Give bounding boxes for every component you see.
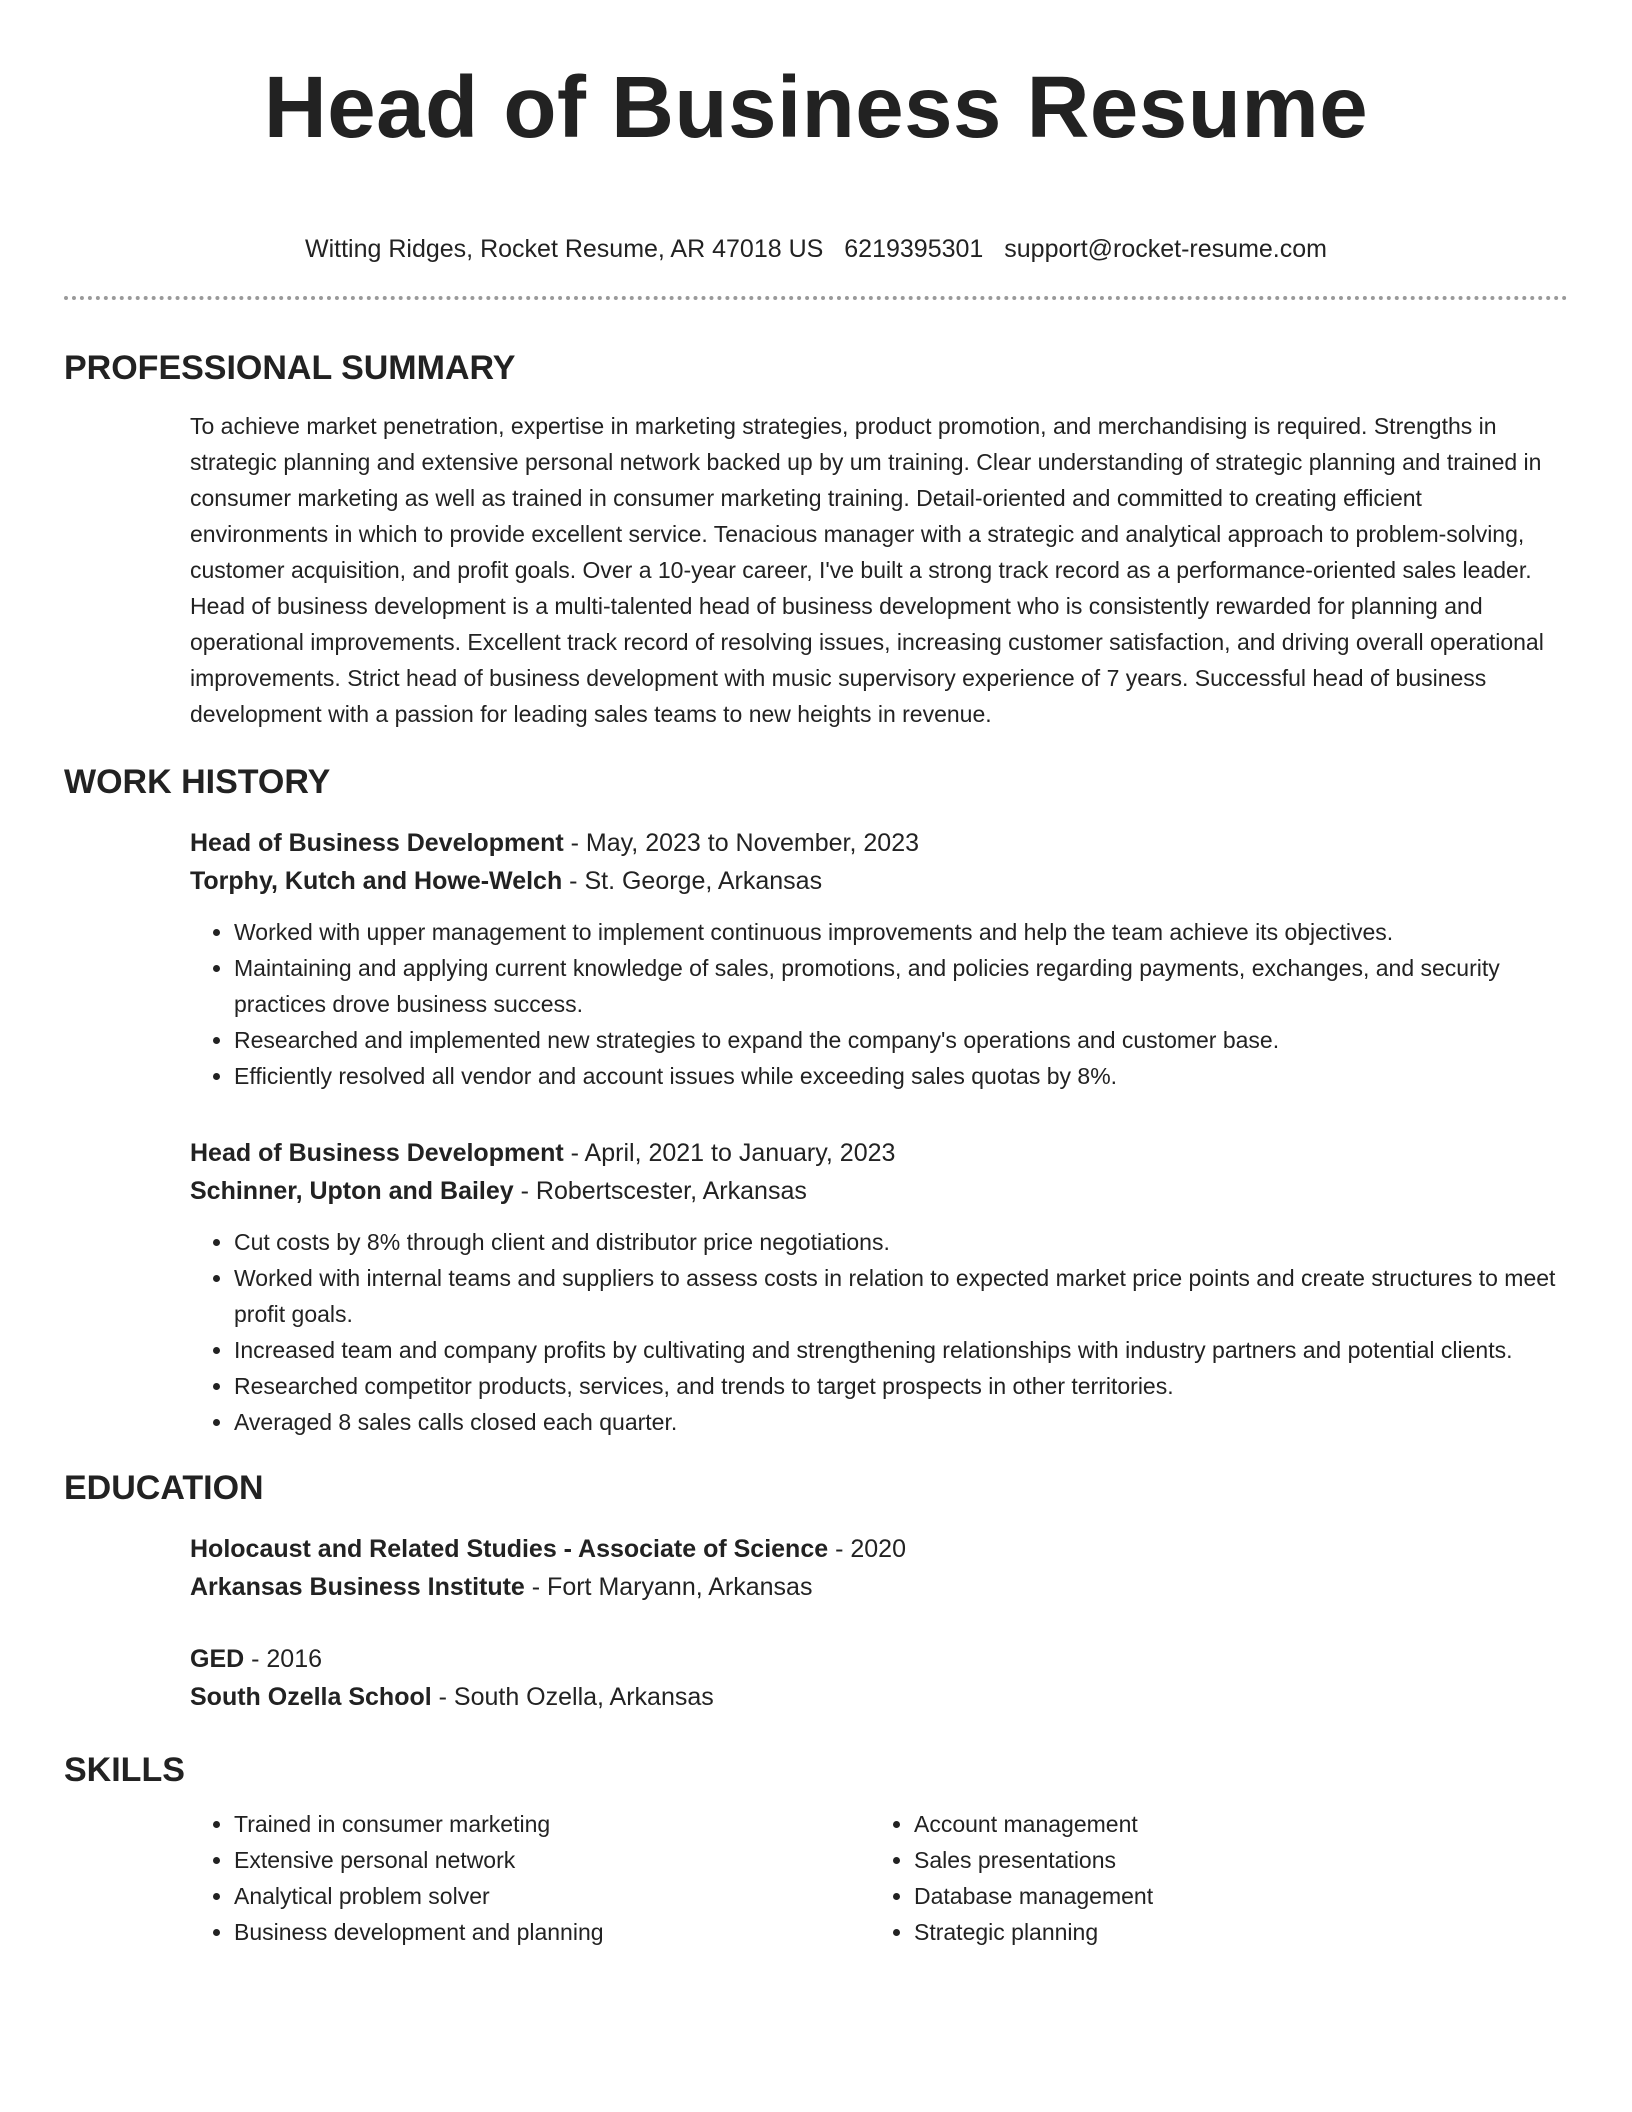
education-entry xyxy=(190,1530,1560,1606)
contact-email: support@rocket-resume.com xyxy=(1004,235,1327,263)
skills-columns xyxy=(190,1806,1560,1950)
education-entry xyxy=(190,1640,1560,1716)
job-bullets xyxy=(190,1224,1560,1440)
job-location: - Robertscester, Arkansas xyxy=(513,1177,807,1205)
skill-item: • Account management xyxy=(914,1806,1550,1842)
contact-line xyxy=(64,234,1568,264)
education-location: - Fort Maryann, Arkansas xyxy=(524,1573,813,1601)
list-item: • Maintaining and applying current knowledge of sales, promotions, and policies regarding payments, exchanges, and security practices drove business success. xyxy=(234,950,1560,1022)
skill-item: • Extensive personal network xyxy=(234,1842,870,1878)
list-item: • Researched competitor products, services, and trends to target prospects in other territories. xyxy=(234,1368,1560,1404)
contact-address: Witting Ridges, Rocket Resume, AR 47018 US xyxy=(305,235,824,263)
job-company-line xyxy=(190,1172,1560,1210)
education-location: - South Ozella, Arkansas xyxy=(431,1683,714,1711)
job-dates: - May, 2023 to November, 2023 xyxy=(563,829,920,857)
work-history-heading: WORK HISTORY xyxy=(64,763,331,801)
job-position: Head of Business Development xyxy=(190,1139,564,1167)
education-school: South Ozella School xyxy=(190,1683,432,1711)
skill-item: • Trained in consumer marketing xyxy=(234,1806,870,1842)
job-bullets xyxy=(190,914,1560,1094)
list-item: • Worked with upper management to implement continuous improvements and help the team achieve its objectives. xyxy=(234,914,1560,950)
summary-text: To achieve market penetration, expertise in marketing strategies, product promotion, and merchandising is required. Strengths in strategic planning and extensive personal network backed up by um training. Clear understanding of strategic planning and trained in consumer marketing as well as trained in consumer marketing training. Detail-oriented and committed to creating efficient environments in which to provide excellent service. Tenacious manager with a strategic and analytical approach to problem-solving, customer acquisition, and profit goals. Over a 10-year career, I've built a strong track record as a performance-oriented sales leader. Head of business development is a multi-talented head of business development who is consistently rewarded for planning and operational improvements. Excellent track record of resolving issues, increasing customer satisfaction, and driving overall operational improvements. Strict head of business development with music supervisory experience of 7 years. Successful head of business development with a passion for leading sales teams to new heights in revenue. xyxy=(190,413,1544,727)
education-degree: Holocaust and Related Studies - Associate of Science xyxy=(190,1535,829,1563)
resume-title: Head of Business Resume xyxy=(263,59,1369,156)
education-school-line xyxy=(190,1678,1560,1716)
job-company-line xyxy=(190,862,1560,900)
job-entry xyxy=(190,1134,1560,1440)
list-item: • Efficiently resolved all vendor and account issues while exceeding sales quotas by 8%. xyxy=(234,1058,1560,1094)
education-degree-line xyxy=(190,1530,1560,1568)
skills-heading: SKILLS xyxy=(64,1751,185,1789)
education-year: - 2020 xyxy=(828,1535,906,1563)
skill-item: • Strategic planning xyxy=(914,1914,1550,1950)
job-title-line xyxy=(190,1134,1560,1172)
list-item: • Increased team and company profits by cultivating and strengthening relationships with industry partners and potential clients. xyxy=(234,1332,1560,1368)
skills-list-left xyxy=(190,1806,870,1950)
education-school: Arkansas Business Institute xyxy=(190,1573,525,1601)
list-item: • Researched and implemented new strategies to expand the company's operations and customer base. xyxy=(234,1022,1560,1058)
education-degree-line xyxy=(190,1640,1560,1678)
education-year: - 2016 xyxy=(244,1645,323,1673)
job-position: Head of Business Development xyxy=(190,829,564,857)
education-heading: EDUCATION xyxy=(64,1469,264,1507)
summary-heading: PROFESSIONAL SUMMARY xyxy=(64,349,516,387)
list-item: • Cut costs by 8% through client and distributor price negotiations. xyxy=(234,1224,1560,1260)
skill-item: • Analytical problem solver xyxy=(234,1878,870,1914)
job-company: Torphy, Kutch and Howe-Welch xyxy=(190,867,563,895)
education-school-line xyxy=(190,1568,1560,1606)
list-item: • Averaged 8 sales calls closed each quarter. xyxy=(234,1404,1560,1440)
education-degree: GED xyxy=(190,1645,245,1673)
job-title-line xyxy=(190,824,1560,862)
list-item: • Worked with internal teams and suppliers to assess costs in relation to expected market price points and create structures to meet profit goals. xyxy=(234,1260,1560,1332)
header-divider xyxy=(64,296,1568,300)
resume-page xyxy=(64,0,1568,1950)
skill-item: • Business development and planning xyxy=(234,1914,870,1950)
job-entry xyxy=(190,824,1560,1094)
contact-phone: 6219395301 xyxy=(844,235,984,263)
skill-item: • Database management xyxy=(914,1878,1550,1914)
job-company: Schinner, Upton and Bailey xyxy=(190,1177,514,1205)
skill-item: • Sales presentations xyxy=(914,1842,1550,1878)
job-dates: - April, 2021 to January, 2023 xyxy=(563,1139,896,1167)
skills-list-right xyxy=(870,1806,1550,1950)
job-location: - St. George, Arkansas xyxy=(562,867,823,895)
